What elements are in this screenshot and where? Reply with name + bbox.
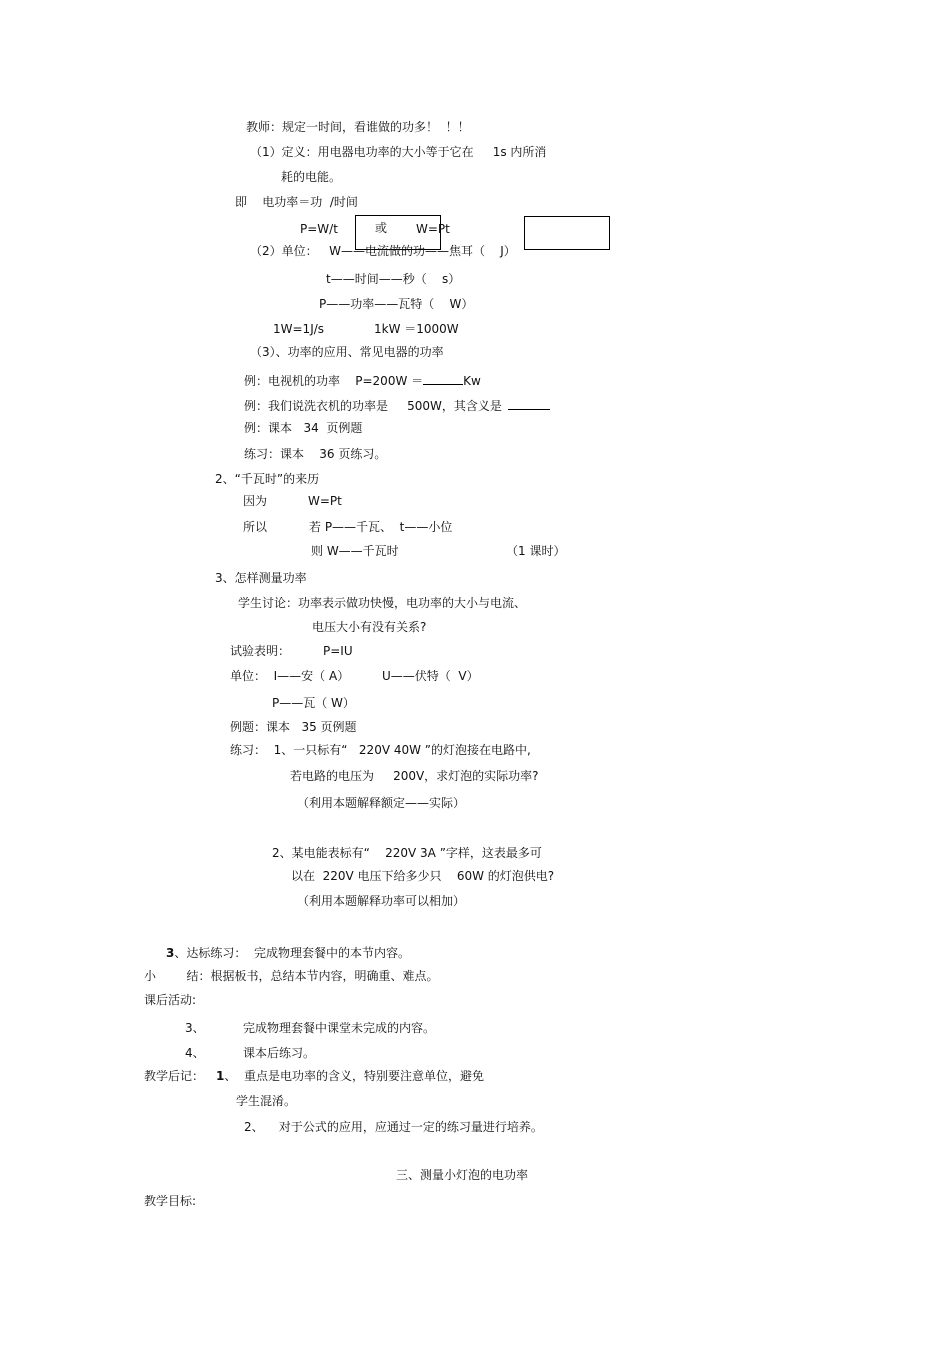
target-number: 3 bbox=[166, 946, 175, 960]
example-washer bbox=[244, 397, 550, 413]
unit-t-line: t——时间——秒（ s） bbox=[326, 272, 461, 286]
example-tv-unit: Kw bbox=[463, 374, 481, 388]
experiment-formula: P=IU bbox=[323, 644, 353, 658]
postscript-1 bbox=[216, 1069, 484, 1083]
practice-1-line-1: 练习： 1、一只标有“ 220V 40W ”的灯泡接在电路中, bbox=[230, 743, 531, 757]
lesson-note: （1 课时） bbox=[506, 544, 566, 558]
example-tv-text: 例：电视机的功率 P=200W ＝ bbox=[244, 374, 424, 388]
conversion-2: 1kW ＝1000W bbox=[374, 322, 459, 336]
section-title: 三、测量小灯泡的电功率 bbox=[396, 1168, 529, 1182]
after-class-4-text: 课本后练习。 bbox=[243, 1046, 316, 1060]
after-class-3-number: 3、 bbox=[185, 1021, 205, 1035]
target-text: 、达标练习： 完成物理套餐中的本节内容。 bbox=[174, 946, 410, 960]
unit-p-line: P——功率——瓦特（ W） bbox=[319, 297, 474, 311]
answer-blank bbox=[508, 397, 550, 410]
example-problem: 例题：课本 35 页例题 bbox=[230, 720, 357, 734]
postscript-label: 教学后记： bbox=[144, 1069, 205, 1083]
unit-w-line: （2）单位： W——电流做的功——焦耳（ J） bbox=[250, 244, 516, 258]
example-washer-text: 例：我们说洗衣机的功率是 500W，其含义是 bbox=[244, 399, 502, 413]
practice-1-note: （利用本题解释额定——实际） bbox=[297, 796, 466, 810]
formula-p: P=W/t bbox=[300, 222, 338, 236]
example-tv bbox=[244, 372, 481, 388]
definition-line-2: 耗的电能。 bbox=[281, 170, 342, 184]
definition-line-1: （1）定义：用电器电功率的大小等于它在 1s 内所消 bbox=[250, 145, 547, 159]
postscript-2: 2、 对于公式的应用，应通过一定的练习量进行培养。 bbox=[244, 1120, 543, 1134]
discussion-line-2: 电压大小有没有关系? bbox=[312, 620, 427, 634]
unit-power: P——瓦（ W） bbox=[272, 696, 355, 710]
so-label: 所以 bbox=[243, 520, 268, 534]
after-class-label: 课后活动: bbox=[144, 993, 197, 1007]
unit-voltage: U——伏特（ V） bbox=[382, 669, 479, 683]
postscript-1-text: 、 重点是电功率的含义，特别要注意单位，避免 bbox=[224, 1069, 484, 1083]
then-line: 则 W——千瓦时 bbox=[311, 544, 399, 558]
practice-1-line-2: 若电路的电压为 200V，求灯泡的实际功率? bbox=[290, 769, 539, 783]
formula-or: 或 bbox=[375, 221, 388, 235]
practice-book: 练习：课本 36 页练习。 bbox=[244, 447, 387, 461]
formula-box-right bbox=[524, 216, 610, 250]
practice-2-line-1: 2、某电能表标有“ 220V 3A ”字样，这表最多可 bbox=[272, 846, 542, 860]
unit-current: 单位： I——安（ A） bbox=[230, 669, 350, 683]
practice-2-note: （利用本题解释功率可以相加） bbox=[297, 894, 466, 908]
example-book: 例：课本 34 页例题 bbox=[244, 421, 363, 435]
target-practice bbox=[166, 946, 410, 960]
so-condition: 若 P——千瓦、 t——小位 bbox=[309, 520, 453, 534]
teaching-goal-label: 教学目标: bbox=[144, 1194, 197, 1208]
postscript-1-continued: 学生混淆。 bbox=[236, 1094, 297, 1108]
after-class-4-number: 4、 bbox=[185, 1046, 205, 1060]
application-heading: （3）、功率的应用、常见电器的功率 bbox=[250, 345, 444, 359]
measure-heading: 3、怎样测量功率 bbox=[215, 571, 307, 585]
conversion-1: 1W=1J/s bbox=[273, 322, 325, 336]
practice-2-line-2: 以在 220V 电压下给多少只 60W 的灯泡供电? bbox=[291, 869, 555, 883]
teacher-line: 教师：规定一时间，看谁做的功多！ ！！ bbox=[246, 120, 470, 134]
after-class-3-text: 完成物理套餐中课堂未完成的内容。 bbox=[243, 1021, 436, 1035]
because-formula: W=Pt bbox=[308, 494, 342, 508]
kwh-heading: 2、“千瓦时”的来历 bbox=[215, 472, 320, 486]
answer-blank bbox=[423, 372, 463, 385]
formula-w: W=Pt bbox=[416, 222, 450, 236]
power-definition-line: 即 电功率＝功 /时间 bbox=[235, 195, 358, 209]
summary-line: 小 结：根据板书，总结本节内容，明确重、难点。 bbox=[144, 969, 439, 983]
postscript-1-number: 1 bbox=[216, 1069, 225, 1083]
because-label: 因为 bbox=[243, 494, 268, 508]
discussion-line-1: 学生讨论：功率表示做功快慢，电功率的大小与电流、 bbox=[238, 596, 527, 610]
experiment-label: 试验表明： bbox=[230, 644, 291, 658]
